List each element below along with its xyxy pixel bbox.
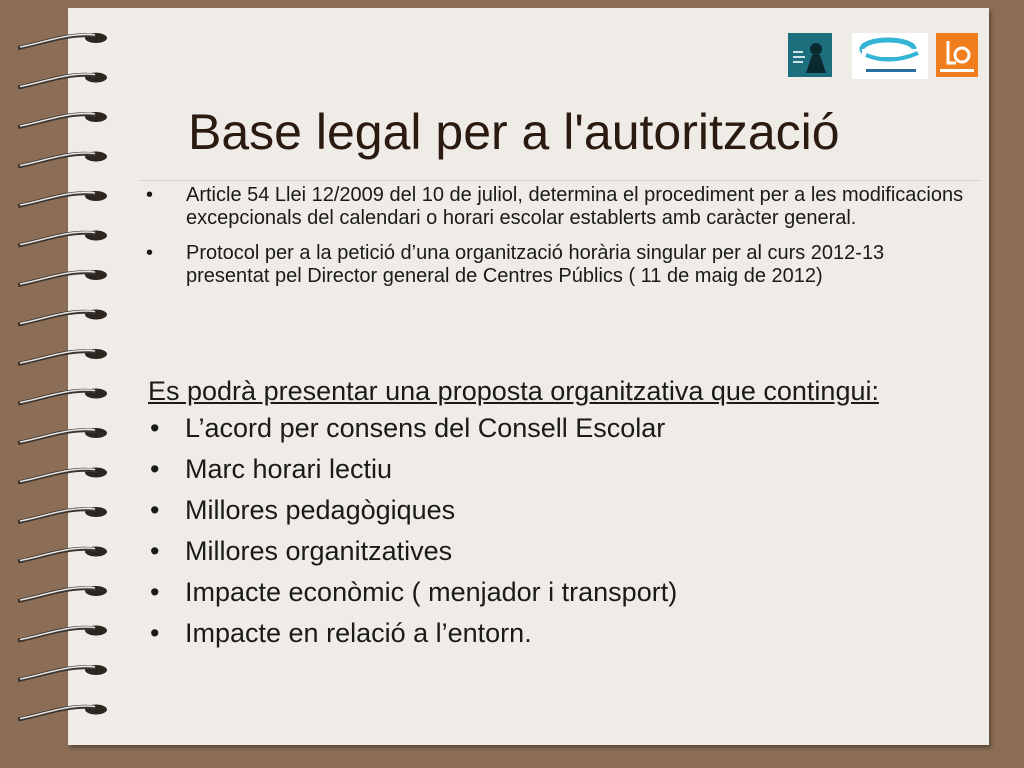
bullet-icon: • [146, 242, 154, 264]
spiral-ring [18, 73, 107, 88]
spiral-ring [18, 665, 107, 680]
spiral-ring [18, 152, 107, 167]
school-logo-1 [788, 33, 832, 82]
list-item-text: Marc horari lectiu [185, 454, 393, 484]
list-item-text: Impacte en relació a l’entorn. [185, 618, 532, 648]
legal-basis-list [146, 184, 966, 300]
title-divider [140, 180, 980, 181]
slide-title: Base legal per a l'autorització [188, 104, 840, 160]
list-item-text: Protocol per a la petició d’una organització horària singular per al curs 2012-13 presentat pel Director general de Centres Públics ( 11 de maig de 2012) [186, 242, 885, 287]
bullet-icon: • [150, 495, 160, 525]
list-item-text: Millores pedagògiques [185, 495, 456, 525]
spiral-ring [18, 349, 107, 364]
list-item-text: Article 54 Llei 12/2009 del 10 de juliol, determina el procediment per a les modificacions excepcionals del calendari o horari escolar establerts amb caràcter general. [186, 184, 964, 229]
school-logo-3 [936, 33, 978, 82]
spiral-ring [18, 586, 107, 601]
list-item-text: Impacte econòmic ( menjador i transport) [185, 577, 678, 607]
spiral-ring [18, 389, 107, 404]
list-item [148, 531, 948, 572]
spiral-ring [18, 310, 107, 325]
list-item [146, 184, 966, 230]
section-lead: Es podrà presentar una proposta organitzativa que contingui: [148, 376, 879, 406]
list-item [148, 490, 948, 531]
bullet-icon: • [150, 413, 160, 443]
list-item-text: L’acord per consens del Consell Escolar [185, 413, 666, 443]
spiral-ring [18, 231, 107, 246]
spiral-ring [18, 191, 107, 206]
spiral-ring [18, 112, 107, 127]
spiral-ring [18, 33, 107, 48]
spiral-ring [18, 428, 107, 443]
list-item-text: Millores organitzatives [185, 536, 453, 566]
bullet-icon: • [146, 184, 154, 206]
bullet-icon: • [150, 618, 160, 648]
spiral-binding [0, 0, 120, 768]
list-item [148, 408, 948, 449]
spiral-ring [18, 705, 107, 720]
bullet-icon: • [150, 577, 160, 607]
proposal-items-list [148, 408, 948, 654]
proposal-section [148, 375, 948, 654]
list-item [146, 242, 966, 288]
list-item [148, 572, 948, 613]
list-item [148, 613, 948, 654]
school-logo-2 [852, 33, 928, 84]
spiral-ring [18, 547, 107, 562]
spiral-ring [18, 507, 107, 522]
spiral-ring [18, 270, 107, 285]
spiral-ring [18, 626, 107, 641]
bullet-icon: • [150, 536, 160, 566]
bullet-icon: • [150, 454, 160, 484]
list-item [148, 449, 948, 490]
spiral-ring [18, 468, 107, 483]
